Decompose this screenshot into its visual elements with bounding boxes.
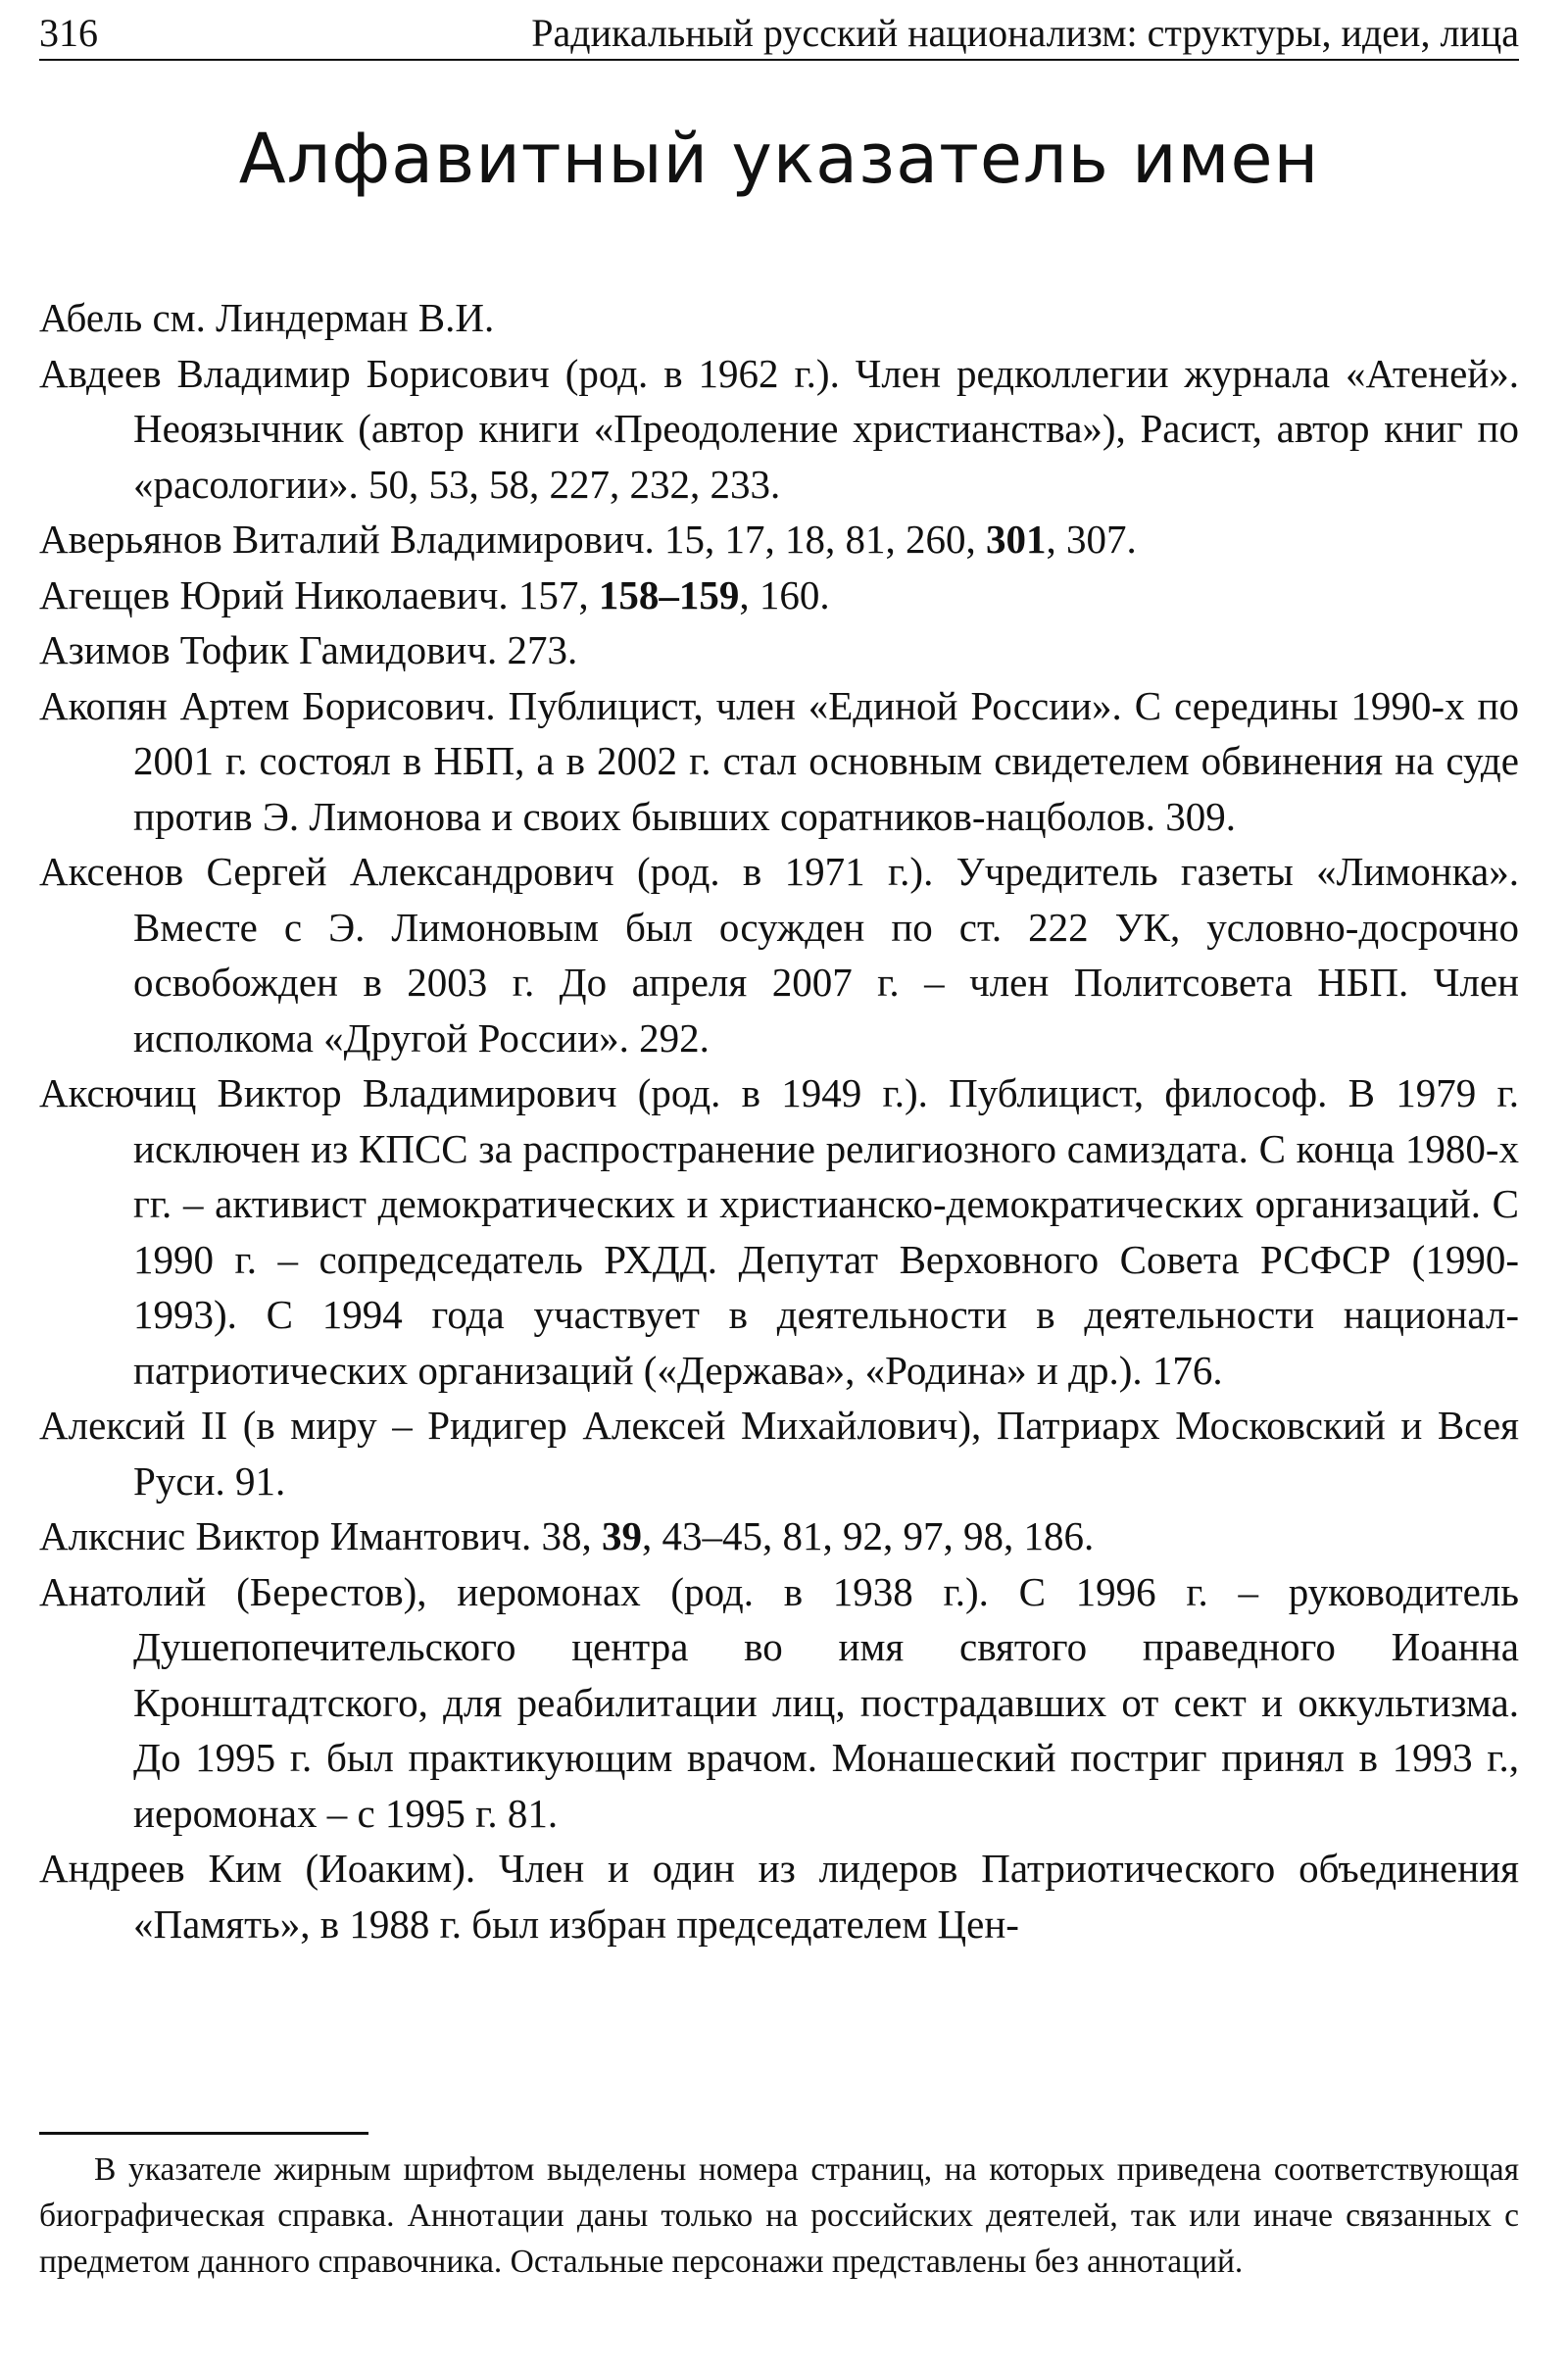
index-entry-ageshchev: Агещев Юрий Николаевич. 157, 158–159, 160. [39,571,830,617]
index-entry-aleksiy: Алексий II (в миру – Ридигер Алексей Михайлович), Патриарх Московский и Всея Руси. 91. [39,1403,1519,1504]
index-entry-aksyuchits: Аксючиц Виктор Владимирович (род. в 1949 г.). Публицист, философ. В 1979 г. исключен из КПСС за распространение религиозного самиздата. С конца 1980-х гг. – активист демократических и христианско-демократических организаций. С 1990 г. – сопредседатель РХДД. Депутат Верховного Совета РСФСР (1990-1993). С 1994 года участвует в деятельности в деятельности национал-патриотических организаций («Держава», «Родина» и др.). 176. [39,1070,1519,1393]
running-head [39,8,1519,61]
index-title: Алфавитный указатель имен [238,119,1320,199]
index-entry-akopyan: Акопян Артем Борисович. Публицист, член «Единой России». С середины 1990-х по 2001 г. состоял в НБП, а в 2002 г. стал основным свидетелем обвинения на суде против Э. Лимонова и своих бывших соратников-нацболов. 309. [39,682,1519,839]
page-number: 316 [39,11,98,55]
index-entry-azimov: Азимов Тофик Гамидович. 273. [39,627,578,672]
index-entry-anatoliy: Анатолий (Берестов), иеромонах (род. в 1938 г.). С 1996 г. – руководитель Душепопечительского центра во имя святого праведного Иоанна Кронштадтского, для реабилитации лиц, пострадавших от сект и оккультизма. До 1995 г. был практикующим врачом. Монашеский постриг принял в 1993 г., иеромонах – с 1995 г. 81. [39,1568,1519,1836]
index-entry-avdeev: Авдеев Владимир Борисович (род. в 1962 г.). Член редколлегии журнала «Атеней». Неоязычник (автор книги «Преодоление христианства»), Расист, автор книг по «расологии». 50, 53, 58, 227, 232, 233. [39,350,1519,507]
book-page [39,0,1519,2370]
index-entry-abel: Абель см. Линдерман В.И. [39,295,495,340]
index-entry-aksenov: Аксенов Сергей Александрович (род. в 1971 г.). Учредитель газеты «Лимонка». Вместе с Э. Лимоновым был осужден по ст. 222 УК, условно-досрочно освобожден в 2003 г. До апреля 2007 г. – член Политсовета НБП. Член исполкома «Другой России». 292. [39,849,1519,1061]
bold-page-ref: 301 [986,517,1047,562]
index-entry-averyanov: Аверьянов Виталий Владимирович. 15, 17, 18, 81, 260, 301, 307. [39,517,1137,562]
bold-page-ref: 39 [602,1513,642,1558]
book-title: Радикальный русский национализм: структуры, идеи, лица [531,11,1519,55]
footnote: В указателе жирным шрифтом выделены номера страниц, на которых приведена соответствующая биографическая справка. Аннотации даны только на российских деятелей, так или иначе связанных с предметом данного справочника. Остальные персонажи представлены без аннотаций. [39,2151,1519,2280]
index-entry-alksnis: Алкснис Виктор Имантович. 38, 39, 43–45, 81, 92, 97, 98, 186. [39,1513,1095,1558]
index-entries [39,290,1519,1951]
bold-page-ref: 158–159 [598,571,740,617]
footnote-divider [39,2132,368,2135]
index-entry-andreev: Андреев Ким (Иоаким). Член и один из лидеров Патриотического объединения «Память», в 1988 г. был избран председателем Цен- [39,1846,1519,1947]
